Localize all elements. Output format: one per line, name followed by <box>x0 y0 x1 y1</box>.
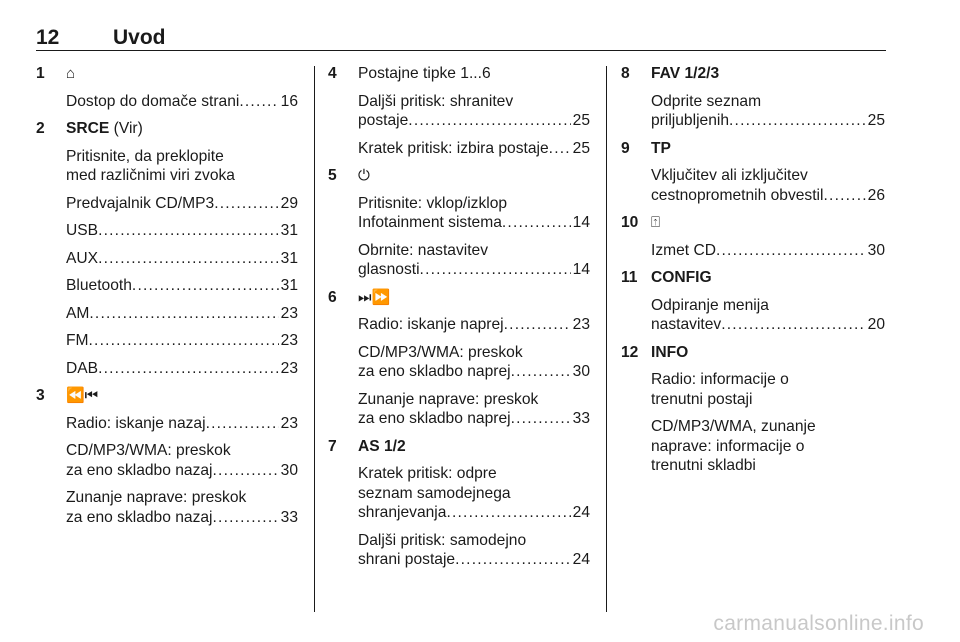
column-left <box>36 64 298 527</box>
entry-description <box>328 315 590 335</box>
entry-number: 5 <box>328 167 337 184</box>
column-middle <box>328 64 590 570</box>
reference-text: cestnoprometnih obvestil <box>651 186 824 204</box>
page-ref-number: 26 <box>867 186 885 204</box>
dot-leader <box>98 249 279 269</box>
page-ref-number: 25 <box>572 112 590 129</box>
column-divider <box>314 66 315 612</box>
entry-title <box>328 288 590 308</box>
page-reference <box>651 315 885 335</box>
reference-text: za eno skladbo naprej <box>358 410 511 427</box>
page-reference <box>358 111 590 131</box>
entry-title <box>621 343 885 363</box>
dot-leader <box>213 508 279 528</box>
dot-leader <box>549 139 571 159</box>
reference-text: AM <box>66 304 90 322</box>
reference-text: za eno skladbo naprej <box>358 363 511 380</box>
entry-description <box>328 139 590 159</box>
dot-leader <box>213 461 279 481</box>
page-reference <box>66 92 298 112</box>
entry-description <box>36 92 298 112</box>
button-name-suffix: (Vir) <box>109 120 143 137</box>
entry-number: 2 <box>36 120 45 137</box>
page-ref-number: 23 <box>280 414 298 432</box>
page-ref-number: 14 <box>572 261 590 278</box>
reference-text: USB <box>66 222 99 239</box>
page-number: 12 <box>36 26 60 49</box>
entry-title <box>328 437 590 457</box>
page-reference <box>66 359 298 379</box>
page-reference <box>66 331 298 351</box>
description-line: Daljši pritisk: shranitev <box>358 92 514 110</box>
entry-number: 8 <box>621 65 630 82</box>
page-ref-number: 23 <box>280 359 298 377</box>
page-reference <box>66 508 298 528</box>
dot-leader <box>214 194 278 214</box>
page-reference <box>66 221 298 241</box>
dot-leader <box>89 304 278 324</box>
entry-description <box>328 92 590 131</box>
page-reference <box>358 362 590 382</box>
reference-text: Predvajalnik CD/MP3 <box>66 194 215 212</box>
watermark: carmanualsonline.info <box>713 612 924 635</box>
legend-entry <box>36 64 298 111</box>
legend-entry <box>328 288 590 429</box>
entry-description <box>36 488 298 527</box>
entry-title <box>621 213 885 233</box>
page-ref-number: 16 <box>280 92 298 110</box>
reference-text: shranjevanja <box>358 504 447 521</box>
entry-description <box>328 531 590 570</box>
dot-leader <box>511 362 571 382</box>
description-line: Pritisnite: vklop/izklop <box>358 194 508 212</box>
entry-description <box>36 359 298 379</box>
entry-description <box>36 276 298 296</box>
description-line: Pritisnite, da preklopite <box>66 147 224 165</box>
reference-text: shrani postaje <box>358 551 456 568</box>
legend-entry <box>621 213 885 260</box>
reference-text: postaje <box>358 112 409 129</box>
entry-description <box>36 147 298 186</box>
entry-title <box>328 64 590 84</box>
entry-description <box>621 417 885 476</box>
header-rule <box>36 50 886 51</box>
dot-leader <box>98 359 279 379</box>
page-ref-number: 33 <box>572 410 590 427</box>
eject-icon: ⍐ <box>651 214 661 231</box>
page-reference <box>358 260 590 280</box>
column-divider <box>606 66 607 612</box>
entry-number: 9 <box>621 139 630 157</box>
description-line: naprave: informacije o <box>651 437 805 455</box>
page-ref-number: 23 <box>280 304 298 322</box>
column-right <box>621 64 885 476</box>
entry-description <box>328 343 590 382</box>
legend-entry <box>621 139 885 206</box>
entry-description <box>36 441 298 480</box>
dot-leader <box>504 315 571 335</box>
legend-entry <box>621 343 885 476</box>
entry-title <box>621 139 885 159</box>
page-reference <box>66 461 298 481</box>
page-ref-number: 33 <box>280 508 298 526</box>
home-icon: ⌂ <box>66 65 76 82</box>
legend-entry <box>621 64 885 131</box>
description-line: Vključitev ali izključitev <box>651 167 808 184</box>
entry-title <box>621 268 885 288</box>
page-ref-number: 31 <box>280 277 298 294</box>
dot-leader <box>239 92 278 112</box>
reference-text: Radio: iskanje nazaj <box>66 414 206 432</box>
description-line: CD/MP3/WMA, zunanje <box>651 418 816 435</box>
page-reference <box>651 241 885 261</box>
reference-text: Infotainment sistema <box>358 214 502 231</box>
page-ref-number: 30 <box>867 241 885 259</box>
entry-description <box>36 249 298 269</box>
reference-text: AUX <box>66 249 99 267</box>
legend-entry <box>621 268 885 335</box>
page-ref-number: 25 <box>867 112 885 129</box>
entry-title <box>328 166 590 186</box>
entry-description <box>621 296 885 335</box>
description-line: Zunanje naprave: preskok <box>358 390 539 408</box>
description-line: Kratek pritisk: odpre <box>358 465 497 482</box>
description-line: CD/MP3/WMA: preskok <box>66 442 231 459</box>
page-ref-number: 30 <box>572 363 590 380</box>
reference-text: Bluetooth <box>66 277 132 294</box>
entry-description <box>328 390 590 429</box>
page-reference <box>66 304 298 324</box>
entry-description <box>328 194 590 233</box>
button-name: TP <box>651 139 671 157</box>
button-name: INFO <box>651 343 689 361</box>
legend-entry <box>36 119 298 378</box>
page-ref-number: 31 <box>280 222 298 239</box>
dot-leader <box>729 111 866 131</box>
entry-description <box>36 194 298 214</box>
page-ref-number: 25 <box>572 139 590 157</box>
reference-text: DAB <box>66 359 99 377</box>
page-ref-number: 23 <box>572 316 590 333</box>
entry-title <box>36 64 298 84</box>
entry-title <box>36 386 298 406</box>
description-line: trenutni skladbi <box>651 457 756 474</box>
reference-text: Radio: iskanje naprej <box>358 316 504 333</box>
page-reference <box>66 249 298 269</box>
dot-leader <box>824 186 866 206</box>
description-line: Odprite seznam <box>651 92 762 110</box>
page-reference <box>66 194 298 214</box>
dot-leader <box>98 221 279 241</box>
legend-entry <box>328 64 590 158</box>
description-line: CD/MP3/WMA: preskok <box>358 343 523 361</box>
reference-text: glasnosti <box>358 261 420 278</box>
page-reference <box>66 276 298 296</box>
dot-leader <box>511 409 571 429</box>
page-reference <box>358 213 590 233</box>
entry-number: 11 <box>621 269 638 286</box>
dot-leader <box>716 241 866 261</box>
description-line: Obrnite: nastavitev <box>358 241 489 259</box>
entry-description <box>36 221 298 241</box>
entry-description <box>621 92 885 131</box>
reference-text: nastavitev <box>651 316 722 333</box>
dot-leader <box>420 260 571 280</box>
description-line: Odpiranje menija <box>651 296 769 314</box>
entry-number: 1 <box>36 65 45 82</box>
page-reference <box>66 414 298 434</box>
page-reference <box>358 315 590 335</box>
reference-text: za eno skladbo nazaj <box>66 508 213 526</box>
legend-entry <box>36 386 298 527</box>
description-line: Radio: informacije o <box>651 371 789 388</box>
reference-text: FM <box>66 332 89 349</box>
reference-text: Izmet CD <box>651 241 716 259</box>
entry-description <box>328 464 590 523</box>
dot-leader <box>502 213 571 233</box>
entry-number: 10 <box>621 214 639 231</box>
seek-back-icon: ⏪⏮ <box>66 387 99 404</box>
dot-leader <box>455 550 571 570</box>
description-line: Daljši pritisk: samodejno <box>358 531 527 549</box>
page-reference <box>651 111 885 131</box>
page-ref-number: 24 <box>572 504 590 521</box>
entry-number: 7 <box>328 437 337 455</box>
entry-number: 12 <box>621 343 639 361</box>
page-ref-number: 20 <box>867 316 885 333</box>
button-name: AS 1/2 <box>358 437 406 455</box>
dot-leader <box>721 315 865 335</box>
page-ref-number: 24 <box>572 551 590 568</box>
dot-leader <box>408 111 570 131</box>
page-reference <box>358 550 590 570</box>
entry-title <box>36 119 298 139</box>
description-line: seznam samodejnega <box>358 484 511 502</box>
page-reference <box>358 409 590 429</box>
entry-description <box>328 241 590 280</box>
page-reference <box>358 139 590 159</box>
button-name: FAV 1/2/3 <box>651 65 720 82</box>
description-line: trenutni postaji <box>651 390 753 408</box>
dot-leader <box>132 276 279 296</box>
page-ref-number: 14 <box>572 214 590 231</box>
button-name: Postajne tipke 1...6 <box>358 65 491 82</box>
button-name: CONFIG <box>651 269 712 286</box>
entry-number: 6 <box>328 288 337 306</box>
dot-leader <box>446 503 570 523</box>
entry-description <box>621 166 885 205</box>
page-ref-number: 23 <box>280 332 298 349</box>
reference-text: priljubljenih <box>651 112 730 129</box>
legend-entry <box>328 166 590 280</box>
dot-leader <box>206 414 279 434</box>
entry-description <box>621 370 885 409</box>
reference-text: Dostop do domače strani <box>66 92 240 110</box>
description-line: med različnimi viri zvoka <box>66 167 235 184</box>
entry-description <box>36 414 298 434</box>
entry-number: 4 <box>328 65 337 82</box>
dot-leader <box>89 331 279 351</box>
entry-description <box>36 331 298 351</box>
page-reference <box>651 186 885 206</box>
chapter-title: Uvod <box>113 26 166 49</box>
entry-number: 3 <box>36 387 45 404</box>
button-name: SRCE <box>66 120 110 137</box>
reference-text: za eno skladbo nazaj <box>66 461 213 479</box>
page-reference <box>358 503 590 523</box>
reference-text: Kratek pritisk: izbira postaje <box>358 139 549 157</box>
page-ref-number: 30 <box>280 461 298 479</box>
description-line: Zunanje naprave: preskok <box>66 489 247 506</box>
entry-title <box>621 64 885 84</box>
legend-entry <box>328 437 590 570</box>
entry-description <box>621 241 885 261</box>
entry-description <box>36 304 298 324</box>
power-icon: ⏻ <box>358 167 370 184</box>
page-ref-number: 29 <box>280 194 298 212</box>
seek-forward-icon: ⏭⏩ <box>358 288 391 306</box>
page-ref-number: 31 <box>280 249 298 267</box>
